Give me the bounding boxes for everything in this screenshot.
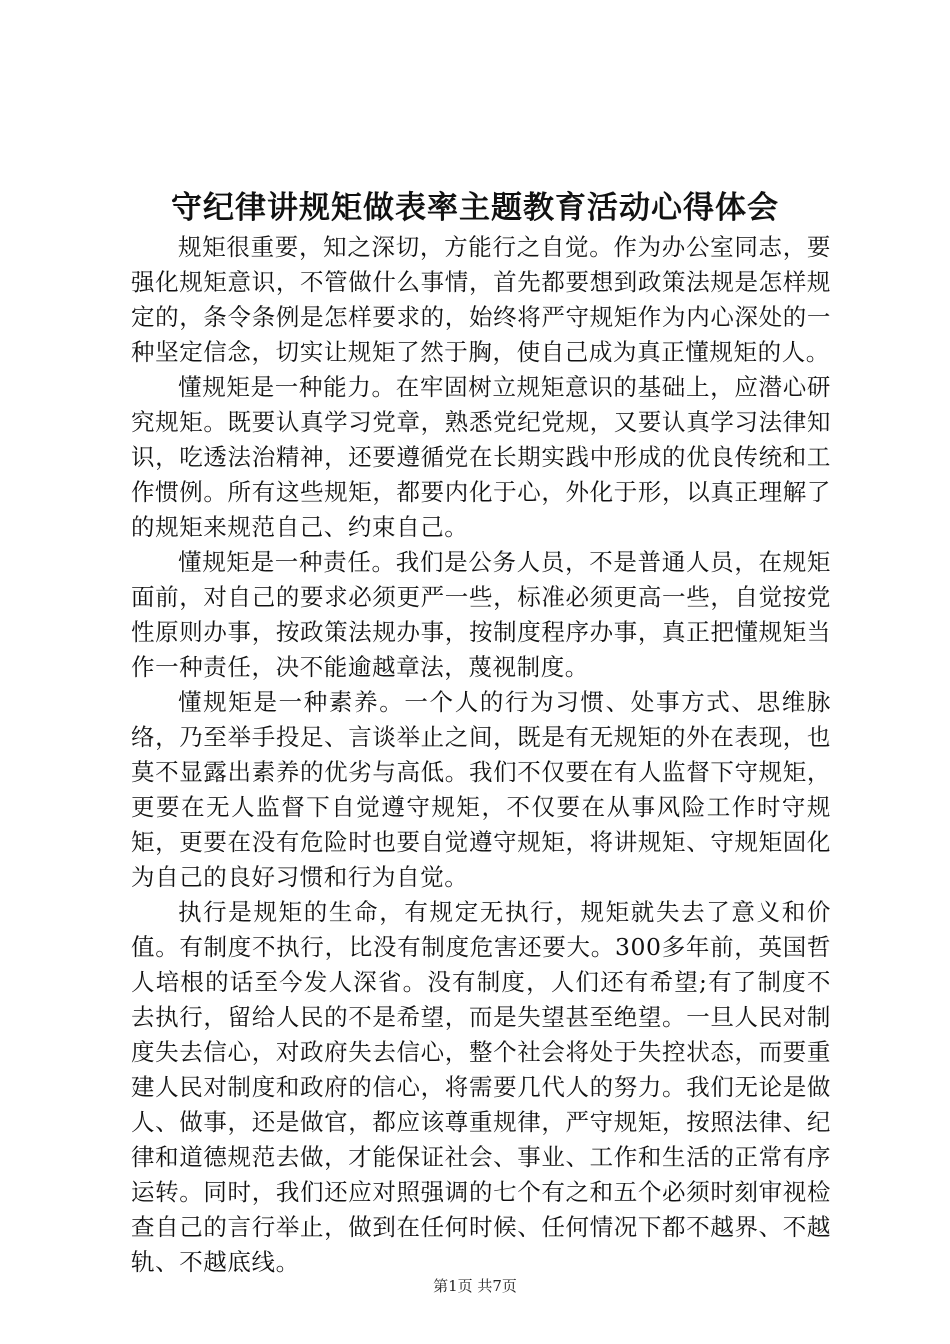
paragraph-4: 懂规矩是一种素养。一个人的行为习惯、处事方式、思维脉络，乃至举手投足、言谈举止之间，既是有无规矩的外在表现，也莫不显露出素养的优劣与高低。我们不仅要在有人监督下守规矩，更要在无人监督下自觉遵守规矩，不仅要在从事风险工作时守规矩，更要在没有危险时也要自觉遵守规矩，将讲规矩、守规矩固化为自己的良好习惯和行为自觉。 (131, 688, 831, 891)
document-title: 守纪律讲规矩做表率主题教育活动心得体会 (171, 190, 779, 226)
document-body (131, 230, 831, 1280)
paragraph-3: 懂规矩是一种责任。我们是公务人员，不是普通人员，在规矩面前，对自己的要求必须更严一些，标准必须更高一些，自觉按党性原则办事，按政策法规办事，按制度程序办事，真正把懂规矩当作一种责任，决不能逾越章法，蔑视制度。 (131, 548, 831, 681)
page-footer: 第1页 共7页 (433, 1277, 517, 1295)
paragraph-2: 懂规矩是一种能力。在牢固树立规矩意识的基础上，应潜心研究规矩。既要认真学习党章，熟悉党纪党规，又要认真学习法律知识，吃透法治精神，还要遵循党在长期实践中形成的优良传统和工作惯例。所有这些规矩，都要内化于心，外化于形，以真正理解了的规矩来规范自己、约束自己。 (131, 373, 831, 541)
paragraph-1: 规矩很重要，知之深切，方能行之自觉。作为办公室同志，要强化规矩意识，不管做什么事情，首先都要想到政策法规是怎样规定的，条令条例是怎样要求的，始终将严守规矩作为内心深处的一种坚定信念，切实让规矩了然于胸，使自己成为真正懂规矩的人。 (131, 233, 831, 366)
paragraph-5: 执行是规矩的生命，有规定无执行，规矩就失去了意义和价值。有制度不执行，比没有制度危害还要大。300多年前，英国哲人培根的话至今发人深省。没有制度，人们还有希望;有了制度不去执行，留给人民的不是希望，而是失望甚至绝望。一旦人民对制度失去信心，对政府失去信心，整个社会将处于失控状态，而要重建人民对制度和政府的信心，将需要几代人的努力。我们无论是做人、做事，还是做官，都应该尊重规律，严守规矩，按照法律、纪律和道德规范去做，才能保证社会、事业、工作和生活的正常有序运转。同时，我们还应对照强调的七个有之和五个必须时刻审视检查自己的言行举止，做到在任何时候、任何情况下都不越界、不越轨、不越底线。 (131, 898, 831, 1276)
